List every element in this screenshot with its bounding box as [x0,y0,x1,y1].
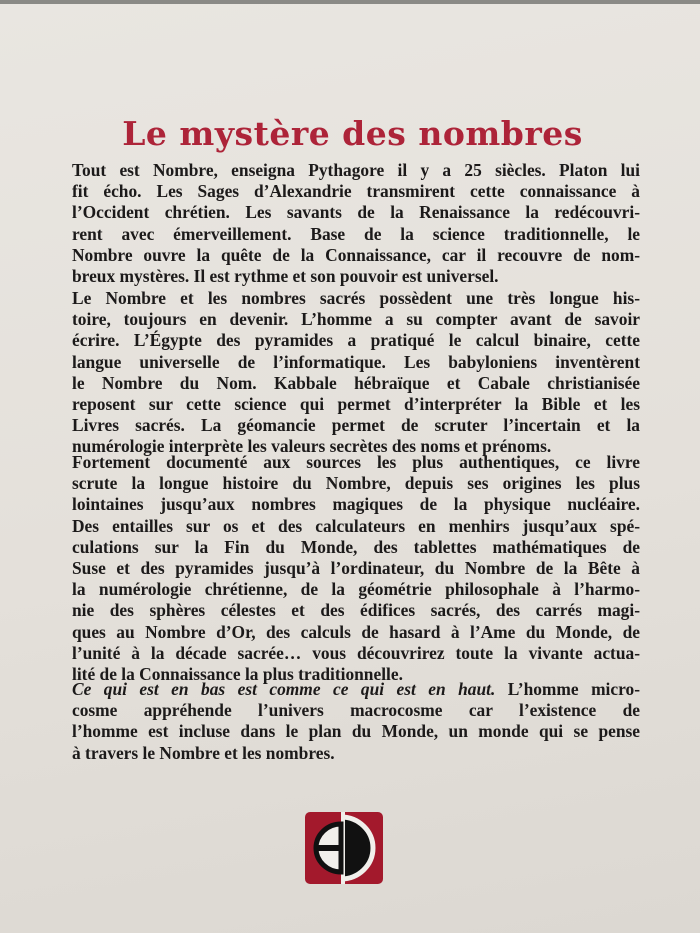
text-line: lité de la Connaissance la plus traditionnelle. [72,663,403,684]
paragraph-3 [72,452,640,685]
text-line: Suse et des pyramides jusqu’à l’ordinateur, du Nombre de la Bête à [72,557,640,578]
text-line: breux mystères. Il est rythme et son pouvoir est universel. [72,265,499,286]
text-line: écrire. L’Égypte des pyramides a pratiqué le calcul binaire, cette [72,330,640,351]
text-line: toire, toujours en devenir. L’homme a su compter avant de savoir [72,309,640,330]
text-line: à travers le Nombre et les nombres. [72,742,335,763]
paragraph-4 [72,679,640,764]
italic-quote: Ce qui est en bas est comme ce qui est en haut. [72,679,496,699]
text-line: numérologie interprète les valeurs secrètes des noms et prénoms. [72,436,552,457]
text-line: Des entailles sur os et des calculateurs en menhirs jusqu’aux spé- [72,515,640,536]
paragraph-2 [72,288,640,458]
paragraph-1 [72,160,640,287]
text-line: l’homme est incluse dans le plan du Monde, un monde qui se pense [72,721,640,742]
lead-phrase: Tout est Nombre, [72,160,218,180]
text-line: le Nombre du Nom. Kabbale hébraïque et Cabale christianisée [72,372,640,393]
text-segment: enseigna Pythagore il y a 25 siècles. Platon lui [217,160,640,180]
text-line: nie des sphères célestes et des édifices sacrés, des carrés magi- [72,600,640,621]
text-line: Fortement documenté aux sources les plus authentiques, ce livre [72,452,640,472]
text-line: langue universelle de l’informatique. Les babyloniens inventèrent [72,351,640,372]
text-line: reposent sur cette science qui permet d’interpréter la Bible et les [72,393,640,414]
cover-top-edge [0,0,700,4]
text-line: culations sur la Fin du Monde, des tablettes mathématiques de [72,536,640,557]
text-line: cosme appréhende l’univers macrocosme car l’existence de [72,700,640,721]
text-line: scrute la longue histoire du Nombre, depuis ses origines les plus [72,473,640,494]
text-line: l’Occident chrétien. Les savants de la Renaissance la redécouvri- [72,202,640,223]
text-line: ques au Nombre d’Or, des calculs de hasard à l’Ame du Monde, de [72,621,640,642]
text-line: l’unité à la décade sacrée… vous découvrirez toute la vivante actua- [72,642,640,663]
publisher-logo-icon [305,812,383,884]
text-line [72,679,640,700]
text-line [72,160,640,181]
text-line: lointaines jusqu’aux nombres magiques de la physique nucléaire. [72,494,640,515]
text-line: Livres sacrés. La géomancie permet de scruter l’incertain et la [72,415,640,436]
text-line: la numérologie chrétienne, de la géométrie philosophale à l’harmo- [72,579,640,600]
text-line: Le Nombre et les nombres sacrés possèdent une très longue his- [72,288,640,308]
book-title: Le mystère des nombres [122,114,583,154]
text-line: rent avec émerveillement. Base de la science traditionnelle, le [72,223,640,244]
text-segment: L’homme micro- [495,679,640,699]
text-line: fit écho. Les Sages d’Alexandrie transmirent cette connaissance à [72,181,640,202]
text-line: Nombre ouvre la quête de la Connaissance, car il recouvre de nom- [72,244,640,265]
